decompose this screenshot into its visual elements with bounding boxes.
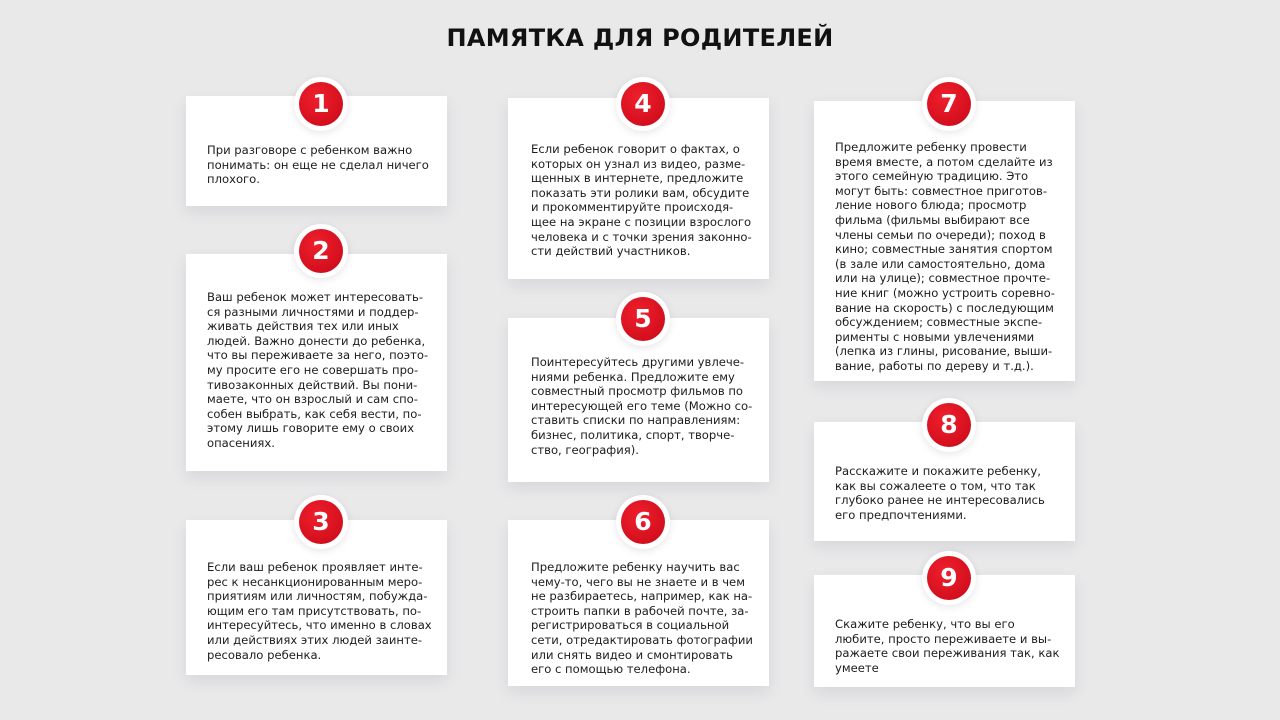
tip-card-text: Ваш ребенок может интересовать- ся разными личностями и поддер- живать действия тех или иных людей. Важно донести до ребенка, что вы переживаете за него, поэто- му просите его не совершать про- тивозаконных действий. Вы пони- маете, что он взрослый и сам спо- собен выбрать, как себя вести, по- этому лишь говорите ему о своих опасениях. (207, 290, 429, 450)
tip-card-text: Предложите ребенку провести время вместе, а потом сделайте из этого семейную традицию. Это могут быть: совместное приготов- ление нового блюда; просмотр фильма (фильмы выбирают все члены семьи по очереди); поход в кино; совместные занятия спортом (в зале или самостоятельно, дома или на улице); совместное прочте- ние книг (можно устроить соревно- вание на скорость) с последующим обсуждением; совместные экспе- рименты с новыми увлечениями (лепка из глины, рисование, выши- вание, работы по дереву и т.д.). (835, 140, 1055, 373)
tip-number: 2 (299, 229, 343, 273)
tip-number: 8 (927, 403, 971, 447)
tip-card-text: Предложите ребенку научить вас чему-то, чего вы не знаете и в чем не разбираетесь, например, как на- строить папки в рабочей почте, за- регистрироваться в социальной сети, отредактировать фотографии или снять видео и смонтировать его с помощью телефона. (531, 560, 753, 677)
tip-number: 1 (299, 82, 343, 126)
tip-number-badge-8 (922, 398, 976, 452)
tip-card-text: Скажите ребенку, что вы его любите, просто переживаете и вы- ражаете свои переживания так, как умеете (835, 617, 1060, 675)
tip-number: 4 (621, 82, 665, 126)
tip-card-7 (814, 101, 1075, 381)
tip-number: 5 (621, 297, 665, 341)
tip-card-2 (186, 254, 447, 471)
tip-card-text: Если ваш ребенок проявляет инте- рес к несанкционированным меро- приятиям или личностям, побужда- ющим его там присутствовать, по- интересуйтесь, что именно в словах или действиях этих людей заинте- ресовало ребенка. (207, 560, 432, 662)
tip-card-text: При разговоре с ребенком важно понимать: он еще не сделал ничего плохого. (207, 143, 429, 187)
tip-number-badge-3 (294, 495, 348, 549)
tip-number-badge-9 (922, 551, 976, 605)
tip-card-text: Расскажите и покажите ребенку, как вы сожалеете о том, что так глубоко ранее не интересовались его предпочтениями. (835, 464, 1045, 522)
tip-card-text: Если ребенок говорит о фактах, о которых он узнал из видео, разме- щенных в интернете, предложите показать эти ролики вам, обсудите и прокомментируйте происходя- щее на экране с позиции взрослого человека и с точки зрения законно- сти действий участников. (531, 142, 752, 259)
tip-number: 9 (927, 556, 971, 600)
tip-number-badge-7 (922, 77, 976, 131)
tip-number-badge-6 (616, 495, 670, 549)
tip-number-badge-4 (616, 77, 670, 131)
tip-number: 3 (299, 500, 343, 544)
tip-number: 6 (621, 500, 665, 544)
tip-number-badge-1 (294, 77, 348, 131)
tip-number-badge-2 (294, 224, 348, 278)
page-title: ПАМЯТКА ДЛЯ РОДИТЕЛЕЙ (446, 24, 834, 52)
tip-card-text: Поинтересуйтесь другими увлече- ниями ребенка. Предложите ему совместный просмотр фильмов по интересующей его теме (Можно со- ставить списки по направлениям: бизнес, политика, спорт, творче- ство, география). (531, 355, 753, 457)
tip-number: 7 (927, 82, 971, 126)
tip-number-badge-5 (616, 292, 670, 346)
